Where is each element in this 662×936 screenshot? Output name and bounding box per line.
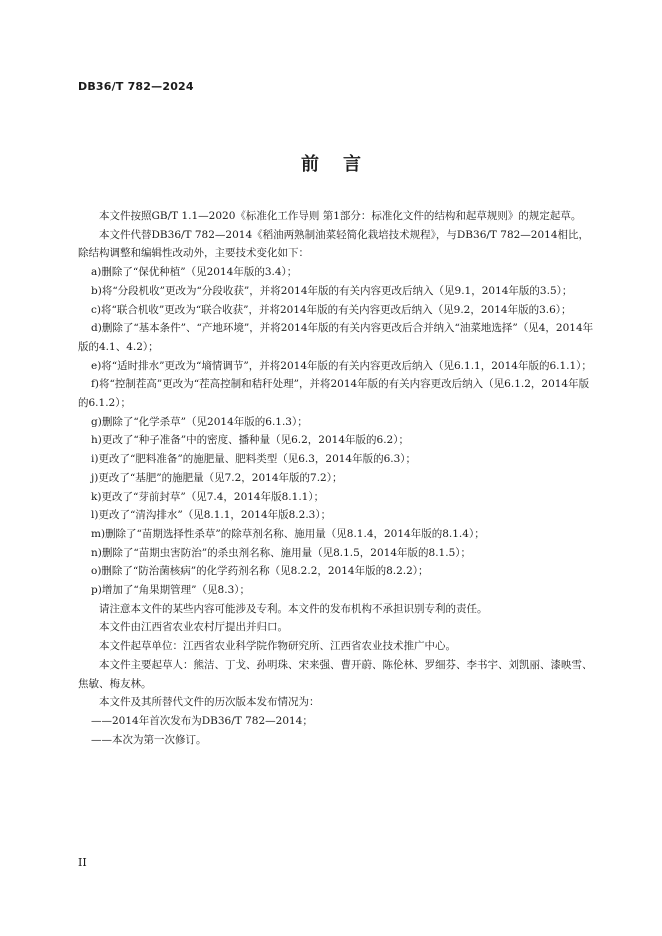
list-item: d)删除了“基本条件”、“产地环境”，并将2014年版的有关内容更改后合并纳入“油菜地选择”（见4，2014年版的4.1、4.2）；	[78, 322, 594, 353]
list-item: h)更改了“种子准备”中的密度、播种量（见6.2，2014年版的6.2）；	[91, 434, 409, 447]
patent-notice: 请注意本文件的某些内容可能涉及专利。本文件的发布机构不承担识别专利的责任。	[99, 602, 488, 615]
list-item: e)将“适时排水”更改为“墒情调节”，并将2014年版的有关内容更改后纳入（见6.1.1，2014年版的6.1.1）；	[91, 359, 592, 372]
list-item: g)删除了“化学杀草”（见2014年版的6.1.3）；	[91, 415, 308, 428]
list-item: j)更改了“基肥”的施肥量（见7.2，2014年版的7.2）；	[91, 471, 343, 484]
list-item: k)更改了“芽前封草”（见7.4，2014年版8.1.1）；	[91, 490, 325, 503]
version-history-list	[78, 712, 598, 749]
list-item: b)将“分段机收”更改为“分段收获”，并将2014年版的有关内容更改后纳入（见9.1，2014年版的3.5）；	[91, 284, 573, 297]
page-number: II	[78, 856, 87, 869]
list-item: ——本次为第一次修订。	[91, 733, 207, 746]
document-body	[78, 207, 598, 749]
drafting-units: 本文件起草单位：江西省农业科学院作物研究所、江西省农业技术推广中心。	[99, 640, 456, 653]
list-item: i)更改了“肥料准备”的施肥量、肥料类型（见6.3，2014年版的6.3）；	[91, 453, 417, 466]
drafters: 本文件主要起草人：熊洁、丁戈、孙明珠、宋来强、曹开蔚、陈伦林、罗细芬、李书宇、刘凯丽、漆映雪、焦敏、梅友林。	[78, 658, 593, 690]
replacement-paragraph: 本文件代替DB36/T 782—2014《稻油两熟制油菜轻简化栽培技术规程》，与DB36/T 782—2014相比，除结构调整和编辑性改动外，主要技术变化如下：	[78, 228, 590, 260]
list-item: l)更改了“清沟排水”（见8.1.1，2014年版8.2.3）；	[91, 509, 332, 522]
list-item: f)将“控制茬高”更改为“茬高控制和秸秆处理”，并将2014年版的有关内容更改后纳入（见6.1.2，2014年版的6.1.2）；	[78, 378, 590, 410]
list-item: p)增加了“角果期管理”（见8.3）；	[91, 584, 251, 597]
proposer-statement: 本文件由江西省农业农村厅提出并归口。	[99, 621, 288, 634]
list-item: n)删除了“苗期虫害防治”的杀虫剂名称、施用量（见8.1.5，2014年版的8.1.5）；	[91, 546, 471, 559]
drafting-rule-paragraph: 本文件按照GB/T 1.1—2020《标准化工作导则 第1部分：标准化文件的结构和起草规则》的规定起草。	[99, 210, 582, 222]
document-code: DB36/T 782—2024	[78, 80, 194, 93]
list-item: a)删除了“保优种植”（见2014年版的3.4）；	[91, 266, 298, 279]
history-intro: 本文件及其所替代文件的历次版本发布情况为：	[99, 696, 320, 709]
list-item: m)删除了“苗期选择性杀草”的除草剂名称、施用量（见8.1.4，2014年版的8.1.4）；	[91, 527, 485, 540]
technical-changes-list	[78, 263, 598, 600]
list-item: c)将“联合机收”更改为“联合收获”，并将2014年版的有关内容更改后纳入（见9.2，2014年版的3.6）；	[91, 303, 572, 316]
page-title: 前言	[301, 154, 385, 175]
list-item: ——2014年首次发布为DB36/T 782—2014；	[91, 714, 313, 727]
list-item: o)删除了“防治菌核病”的化学药剂名称（见8.2.2，2014年版的8.2.2）；	[91, 565, 429, 578]
